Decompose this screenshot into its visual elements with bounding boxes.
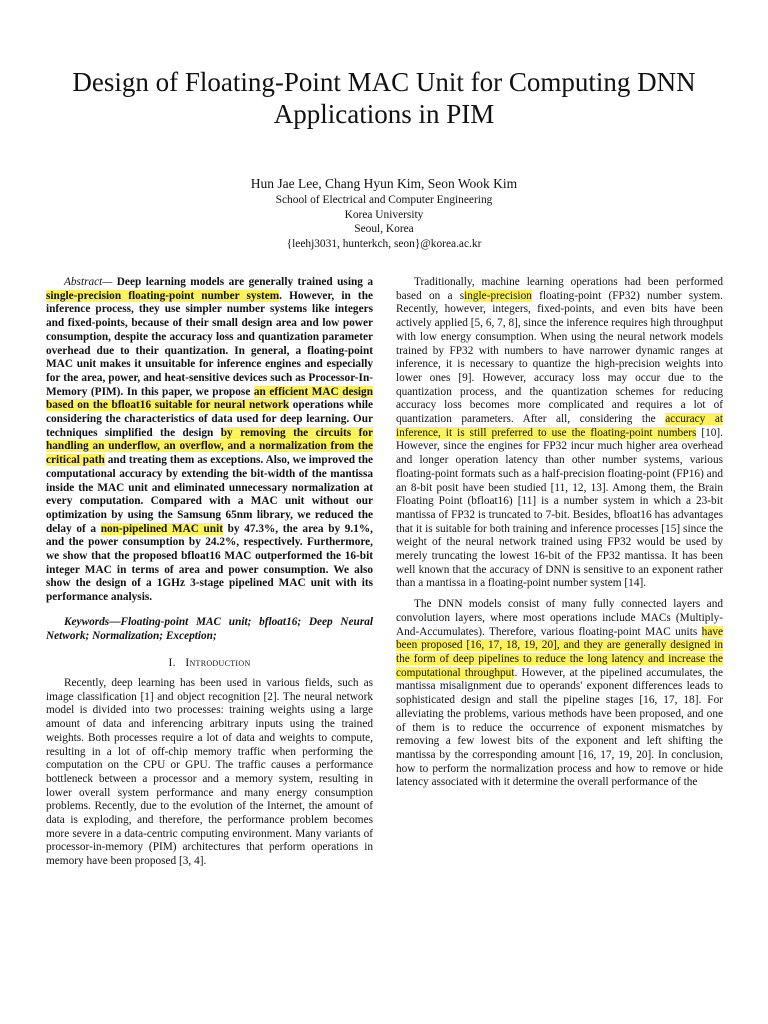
abstract-text: operations while considering the characteristics of data used for deep learning. Our techniques simplified the design (46, 399, 373, 439)
affiliation-department: School of Electrical and Computer Engineering (275, 194, 493, 206)
highlight: by removing the circuits for handling an underflow, an overflow, and a normalization from the critical path (46, 426, 374, 467)
abstract-label: Abstract— (64, 276, 113, 288)
section-number: I. (168, 657, 176, 670)
keywords: Keywords—Floating-point MAC unit; bfloat16; Deep Neural Network; Normalization; Exception; (46, 615, 373, 642)
body-text: . However, at the pipelined accumulates, the mantissa misalignment due to operands' exponent differences leads to sophisticated design and stall the pipeline stages [16, 17, 18]. For alleviating the problems, various methods have been proposed, and one of them is to reduce the occurrence of exponent mismatches by removing a few lowest bits of the exponent and left shifting the mantissa by the corresponding amount [16, 17, 19, 20]. In conclusion, how to perform the normalization process and how to remove or hide latency associated with it determine the overall performance of the (396, 666, 723, 789)
section-title: Introduction (185, 657, 251, 670)
highlight: single-precision floating-point number system (46, 289, 280, 302)
body-paragraph: Recently, deep learning has been used in various fields, such as image classification [1] and object recognition [2]. The neural network model is divided into two processes: training weights using a large amount of data and inferencing arbitrary inputs using the trained weights. Both processes require a lot of data and weights to compute, resulting in a lot of off-chip memory traffic when performing the computation on the CPU or GPU. The traffic causes a performance bottleneck between a processor and a memory system, resulting in lower overall system performance and many energy consumption problems. Recently, due to the evolution of the Internet, the amount of data is exploding, and therefore, the performance problem becomes more severe in a data-centric computing environment. Many variants of processor-in-memory (PIM) architectures that perform operations in memory have been proposed [3, 4]. (46, 676, 373, 868)
section-heading (46, 657, 373, 671)
highlight: non-pipelined MAC unit (100, 522, 223, 535)
affiliation-university: Korea University (344, 208, 424, 221)
right-column (396, 276, 723, 790)
body-paragraph (396, 276, 723, 591)
body-text: floating-point (FP32) number system. Recently, however, integers, fixed-points, and even bits have been actively applied [5, 6, 7, 8], since the inference requires high throughput with low energy consumption. When using the neural network models trained by FP32 with numbers to have narrower dynamic ranges at inference, it is necessary to quantize the high-precision weights into lower ones [9]. However, accuracy loss may occur due to the quantization process, and the quantization schemes for reducing accuracy loss becomes more complicated and requires a lot of quantization parameters. After all, considering the (396, 289, 723, 426)
abstract-text: and treating them as exceptions. Also, we improved the computational accuracy by extending the bit-width of the mantissa inside the MAC unit and eliminated unnecessary normalization at every computation. Compared with a MAC unit without our optimization by using the Samsung 65nm library, we reduced the delay of a (46, 454, 373, 535)
body-text: Traditionally, machine learning operations had been performed based on a s (396, 276, 723, 302)
abstract-paragraph (46, 276, 373, 605)
highlight: accuracy at inference, it is still preferred to use the floating-point numbers (396, 413, 723, 439)
paper-title: Design of Floating-Point MAC Unit for Computing DNN Applications in PIM (72, 67, 696, 129)
body-paragraph (396, 598, 723, 790)
highlight: ingle-precision (464, 289, 532, 302)
affiliation-email: {leehj3031, hunterkch, seon}@korea.ac.kr (286, 237, 482, 250)
abstract-text: by 47.3%, the area by 9.1%, and the power consumption by 24.2%, respectively. Furthermore, we show that the proposed bfloat16 MAC outperformed the 16-bit integer MAC in terms of area and power consumption. We also show the design of a 1GHz 3-stage pipelined MAC unit with its performance analysis. (46, 522, 374, 604)
highlight: have been proposed [16, 17, 18, 19, 20], and they are generally designed in the form of deep pipelines to reduce the long latency and increase the computational throughput (396, 625, 723, 679)
abstract-text: . However, in the inference process, they use simpler number systems like integers and fixed-points, because of their small design area and low power consumption, despite the accuracy loss and quantization parameter overhead due to their quantization. In general, a floating-point MAC unit makes it unsuitable for inference engines and especially for the area, power, and heat-sensitive devices such as Processor-In-Memory (PIM). In this paper, we propose (46, 289, 373, 398)
left-column (46, 276, 373, 869)
affiliation-location: Seoul, Korea (354, 223, 414, 235)
abstract-text: Deep learning models are generally trained using a (112, 276, 373, 288)
body-text: The DNN models consist of many fully connected layers and convolution layers, where most operations include MACs (Multiply-And-Accumulates). Therefore, various floating-point MAC units (396, 598, 723, 638)
highlight: an efficient MAC design based on the bfloat16 suitable for neural network (46, 385, 373, 412)
body-text: [10]. However, since the engines for FP32 incur much higher area overhead and longer operation latency than other number systems, various floating-point formats such as a half-precision floating-point (FP16) and an 8-bit posit have been studied [11, 12, 13]. Among them, the Brain Floating Point (bfloat16) [11] is a number system in which a 23-bit mantissa of FP32 is truncated to 7-bit. Besides, bfloat16 has advantages that it is suitable for both training and inference processes [15] since the weight of the neural network trained using FP32 would be used by merely truncating the lowest 16-bit of the FP32 mantissa. It has been well known that the accuracy of DNN is sensitive to an exponent rather than a mantissa in a floating-point number system [14]. (396, 426, 723, 590)
author-list: Hun Jae Lee, Chang Hyun Kim, Seon Wook Kim (250, 176, 518, 191)
author-affiliation (84, 193, 684, 251)
